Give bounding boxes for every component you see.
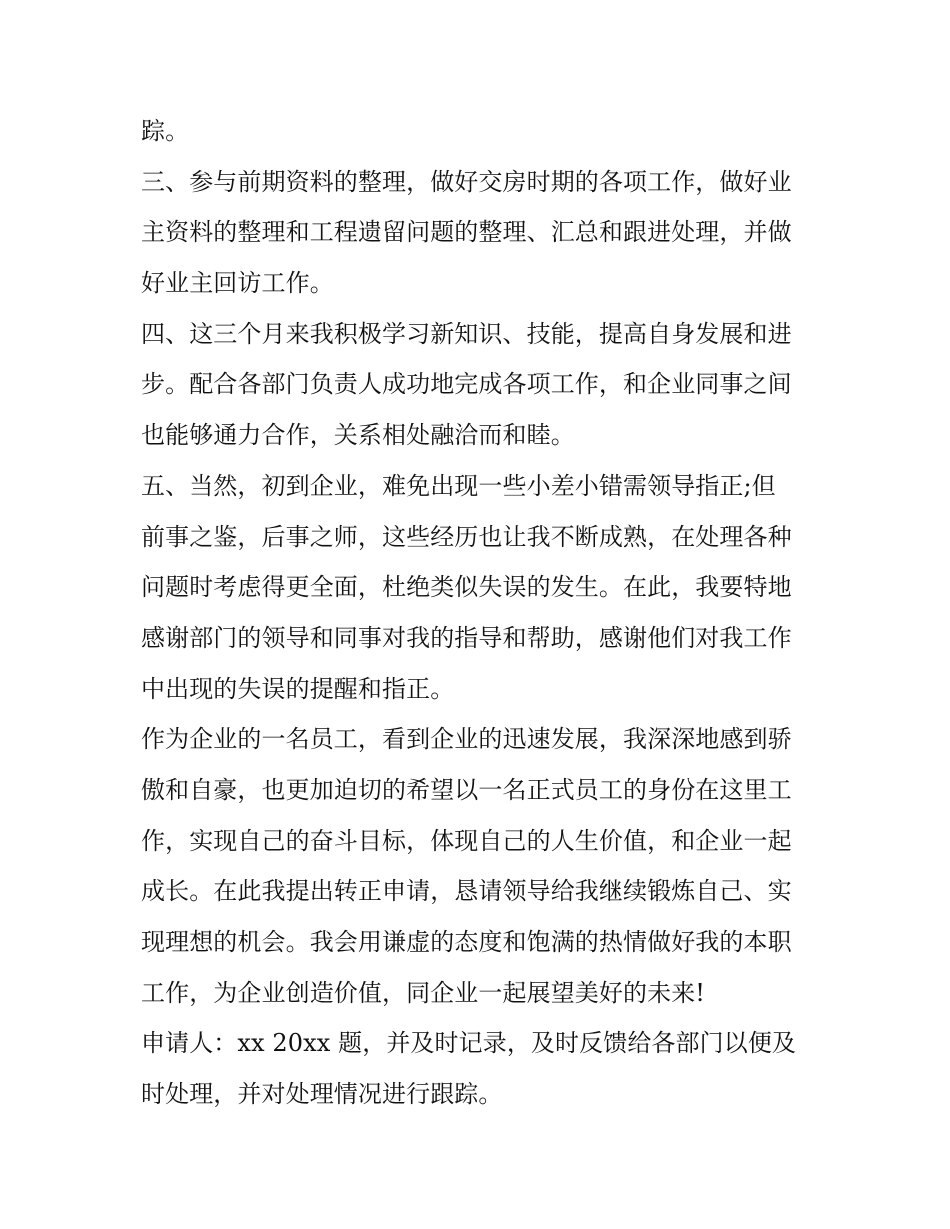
text-line: 主资料的整理和工程遗留问题的整理、汇总和跟进处理，并做 (141, 218, 792, 247)
text-line: 四、这三个月来我积极学习新知识、技能，提高自身发展和进 (141, 319, 792, 348)
text-line: 好业主回访工作。 (141, 269, 334, 298)
text-line: 问题时考虑得更全面，杜绝类似失误的发生。在此，我要特地 (141, 573, 792, 602)
text-line: 前事之鉴，后事之师，这些经历也让我不断成熟，在处理各种 (141, 522, 792, 551)
text-line: 成长。在此我提出转正申请，恳请领导给我继续锻炼自己、实 (141, 877, 792, 906)
text-line: 步。配合各部门负责人成功地完成各项工作，和企业同事之间 (141, 370, 792, 399)
document-body (141, 106, 816, 1120)
text-line: 也能够通力合作，关系相处融洽而和睦。 (141, 421, 575, 450)
text-line: 三、参与前期资料的整理，做好交房时期的各项工作，做好业 (141, 167, 792, 196)
text-line: 作，实现自己的奋斗目标，体现自己的人生价值，和企业一起 (141, 826, 792, 855)
text-line: 中出现的失误的提醒和指正。 (141, 674, 455, 703)
text-line: 傲和自豪，也更加迫切的希望以一名正式员工的身份在这里工 (141, 775, 792, 804)
text-line: 时处理，并对处理情况进行跟踪。 (141, 1080, 503, 1109)
text-line: 五、当然，初到企业，难免出现一些小差小错需领导指正;但 (141, 471, 776, 500)
text-line: 感谢部门的领导和同事对我的指导和帮助，感谢他们对我工作 (141, 623, 792, 652)
text-line: 现理想的机会。我会用谦虚的态度和饱满的热情做好我的本职 (141, 928, 792, 956)
text-line: 工作，为企业创造价值，同企业一起展望美好的未来! (141, 978, 706, 1007)
text-line: 申请人：xx 20xx 题，并及时记录，及时反馈给各部门以便及 (141, 1029, 797, 1058)
text-line: 作为企业的一名员工，看到企业的迅速发展，我深深地感到骄 (141, 725, 792, 754)
text-line: 踪。 (141, 117, 190, 145)
